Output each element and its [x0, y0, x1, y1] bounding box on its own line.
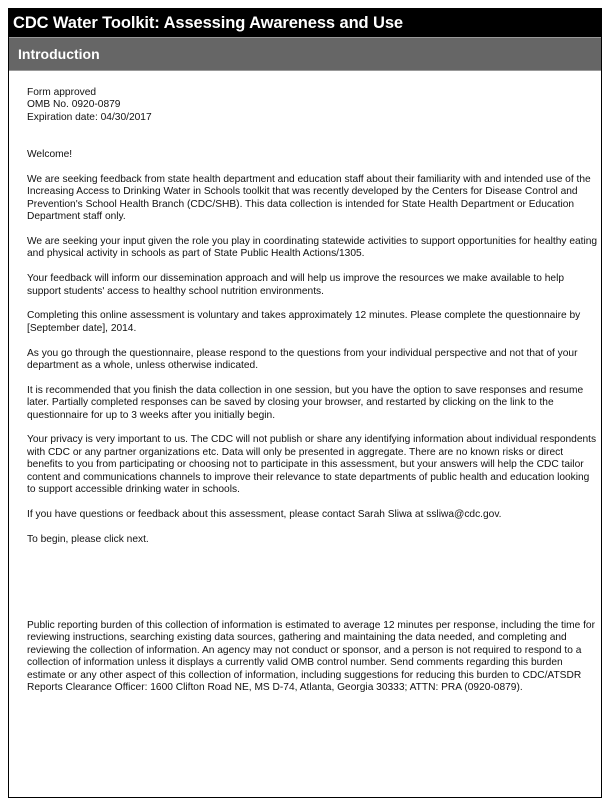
- paragraph-contact: If you have questions or feedback about this assessment, please contact Sarah Sliwa at ssliwa@cdc.gov.: [27, 508, 502, 520]
- paragraph-purpose: We are seeking feedback from state health department and education staff about their familiarity with and intended use of the Increasing Access to Drinking Water in Schools toolkit that was recently developed by the Centers for Disease Control and Prevention's School Health Branch (CDC/SHB). This data collection is intended for State Health Department or Education Department staff only.: [27, 174, 591, 223]
- paragraph-session: It is recommended that you finish the data collection in one session, but you have the option to save responses and resume later. Partially completed responses can be saved by closing your browser, and restarted by clicking on the link to the questionnaire for up to 3 weeks after you initially begin.: [27, 384, 584, 421]
- welcome-text: Welcome!: [27, 149, 73, 161]
- burden-statement: Public reporting burden of this collection of information is estimated to average 12 minutes per response, including the time for reviewing instructions, searching existing data sources, gathering and maintaining the data needed, and completing and reviewing the collection of information. An agency may not conduct or sponsor, and a person is not required to respond to a collection of information unless it displays a currently valid OMB control number. Send comments regarding this burden estimate or any other aspect of this collection of information, including suggestions for reducing this burden to CDC/ATSDR Reports Clearance Officer: 1600 Clifton Road NE, MS D-74, Atlanta, Georgia 30333; ATTN: PRA (0920-0879).: [27, 620, 595, 694]
- section-header: Introduction: [9, 37, 601, 71]
- paragraph-role: We are seeking your input given the role you play in coordinating statewide activities to support opportunities for healthy eating and physical activity in schools as part of State Public Health Actions/1305.: [27, 236, 598, 260]
- paragraph-privacy: Your privacy is very important to us. The CDC will not publish or share any identifying information about individual respondents with CDC or any partner organizations etc. Data will only be presented in aggregate. There are no known risks or direct benefits to you from participating or choosing not to participate in this assessment, but your answers will help the CDC tailor content and communications channels to improve their relevance to state departments of public health and education looking to support accessible drinking water in schools.: [27, 434, 597, 496]
- survey-page: [8, 8, 602, 798]
- paragraph-perspective: As you go through the questionnaire, please respond to the questions from your individual perspective and not that of your department as a whole, unless otherwise indicated.: [27, 347, 578, 372]
- form-approved-text: Form approved: [27, 87, 97, 98]
- page-title: CDC Water Toolkit: Assessing Awareness and Use: [9, 9, 601, 37]
- begin-instruction: To begin, please click next.: [27, 533, 149, 545]
- omb-number-text: OMB No. 0920-0879: [27, 99, 121, 111]
- paragraph-voluntary: Completing this online assessment is voluntary and takes approximately 12 minutes. Please complete the questionnaire by [September date], 2014.: [27, 310, 581, 334]
- expiration-date-text: Expiration date: 04/30/2017: [27, 111, 152, 123]
- paragraph-feedback: Your feedback will inform our dissemination approach and will help us improve the resources we make available to help support students' access to healthy school nutrition environments.: [27, 273, 565, 297]
- intro-content: [9, 71, 601, 695]
- form-approval-info: [27, 87, 599, 124]
